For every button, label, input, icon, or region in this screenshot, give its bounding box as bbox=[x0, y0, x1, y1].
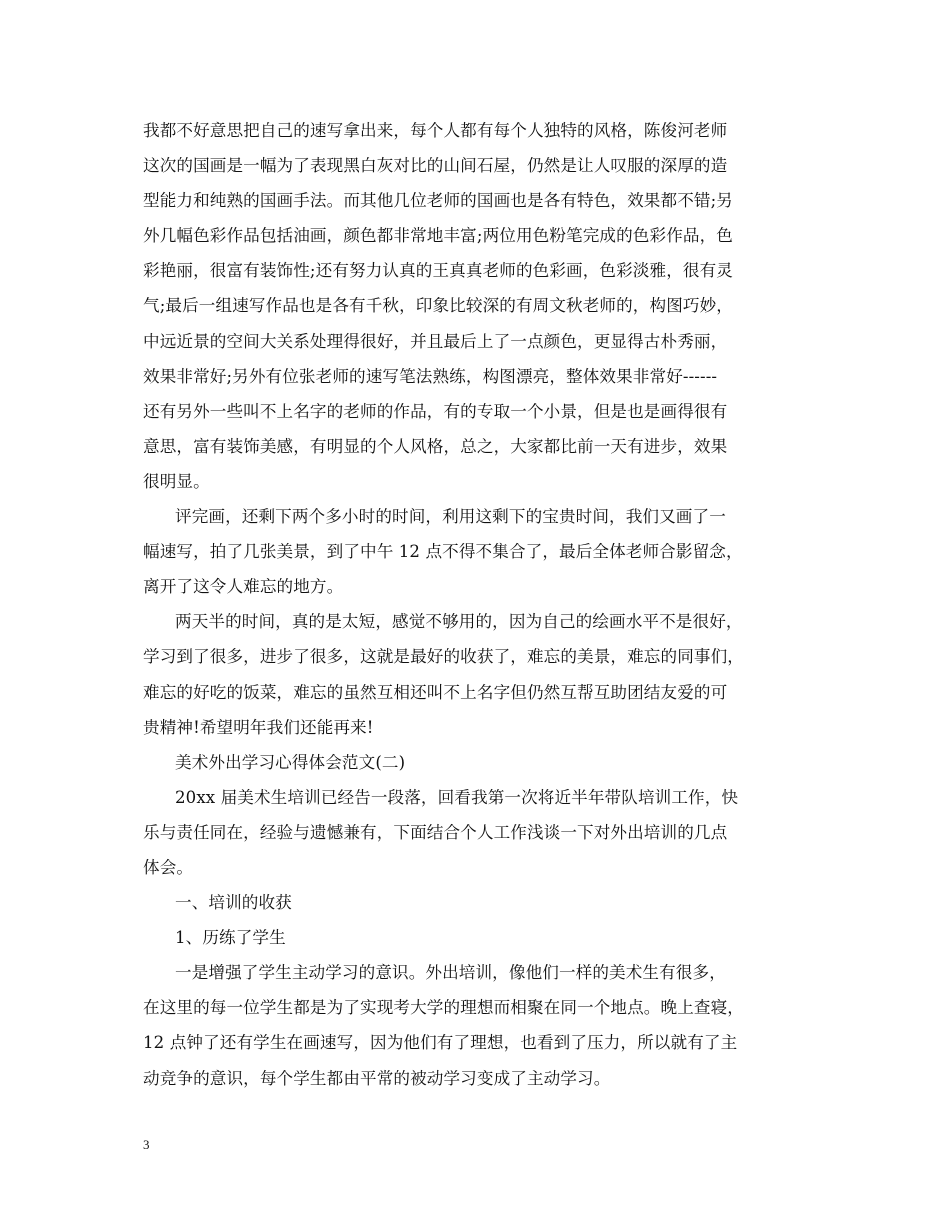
text-line: 幅速写，拍了几张美景，到了中午 12 点不得不集合了，最后全体老师合影留念， bbox=[143, 542, 743, 562]
text-line: 贵精神!希望明年我们还能再来! bbox=[143, 717, 374, 737]
text-line: 效果非常好;另外有位张老师的速写笔法熟练，构图漂亮，整体效果非常好------ bbox=[143, 366, 718, 386]
text-line: 1、历练了学生 bbox=[175, 928, 286, 948]
text-line: 离开了这令人难忘的地方。 bbox=[143, 577, 344, 597]
text-line: 气;最后一组速写作品也是各有千秋，印象比较深的有周文秋老师的，构图巧妙， bbox=[143, 296, 733, 316]
text-line: 型能力和纯熟的国画手法。而其他几位老师的国画也是各有特色，效果都不错;另 bbox=[143, 191, 733, 211]
text-line: 学习到了很多，进步了很多，这就是最好的收获了，难忘的美景，难忘的同事们， bbox=[143, 647, 744, 667]
text-line: 20xx 届美术生培训已经告一段落，回看我第一次将近半年带队培训工作，快 bbox=[175, 787, 739, 807]
text-line: 还有另外一些叫不上名字的老师的作品，有的专取一个小景，但是也是画得很有 bbox=[143, 401, 728, 421]
text-line: 难忘的好吃的饭菜，难忘的虽然互相还叫不上名字但仍然互帮互助团结友爱的可 bbox=[143, 682, 728, 702]
text-line: 很明显。 bbox=[143, 471, 210, 491]
text-line: 体会。 bbox=[143, 857, 194, 877]
text-line: 意思，富有装饰美感，有明显的个人风格，总之，大家都比前一天有进步，效果 bbox=[143, 436, 728, 456]
text-line: 动竞争的意识，每个学生都由平常的被动学习变成了主动学习。 bbox=[143, 1068, 611, 1088]
text-line: 一是增强了学生主动学习的意识。外出培训，像他们一样的美术生有很多， bbox=[175, 963, 726, 983]
text-line: 乐与责任同在，经验与遗憾兼有，下面结合个人工作浅谈一下对外出培训的几点 bbox=[143, 822, 728, 842]
text-line: 两天半的时间，真的是太短，感觉不够用的，因为自己的绘画水平不是很好， bbox=[175, 612, 743, 632]
text-line: 评完画，还剩下两个多小时的时间，利用这剩下的宝贵时间，我们又画了一 bbox=[175, 507, 726, 527]
text-line: 中远近景的空间大关系处理得很好，并且最后上了一点颜色，更显得古朴秀丽， bbox=[143, 331, 728, 351]
text-line: 在这里的每一位学生都是为了实现考大学的理想而相聚在同一个地点。晚上查寝， bbox=[143, 998, 744, 1018]
text-line: 美术外出学习心得体会范文(二) bbox=[175, 752, 406, 772]
page-number: 3 bbox=[143, 1137, 150, 1152]
document-body bbox=[143, 113, 813, 1096]
text-line: 这次的国画是一幅为了表现黑白灰对比的山间石屋，仍然是让人叹服的深厚的造 bbox=[143, 156, 728, 176]
text-line: 我都不好意思把自己的速写拿出来，每个人都有每个人独特的风格，陈俊河老师 bbox=[143, 121, 728, 140]
text-line: 外几幅色彩作品包括油画，颜色都非常地丰富;两位用色粉笔完成的色彩作品，色 bbox=[143, 226, 733, 246]
text-line: 一、培训的收获 bbox=[175, 893, 292, 913]
text-line: 彩艳丽，很富有装饰性;还有努力认真的王真真老师的色彩画，色彩淡雅，很有灵 bbox=[143, 261, 733, 281]
text-line: 12 点钟了还有学生在画速写，因为他们有了理想，也看到了压力，所以就有了主 bbox=[143, 1033, 738, 1053]
